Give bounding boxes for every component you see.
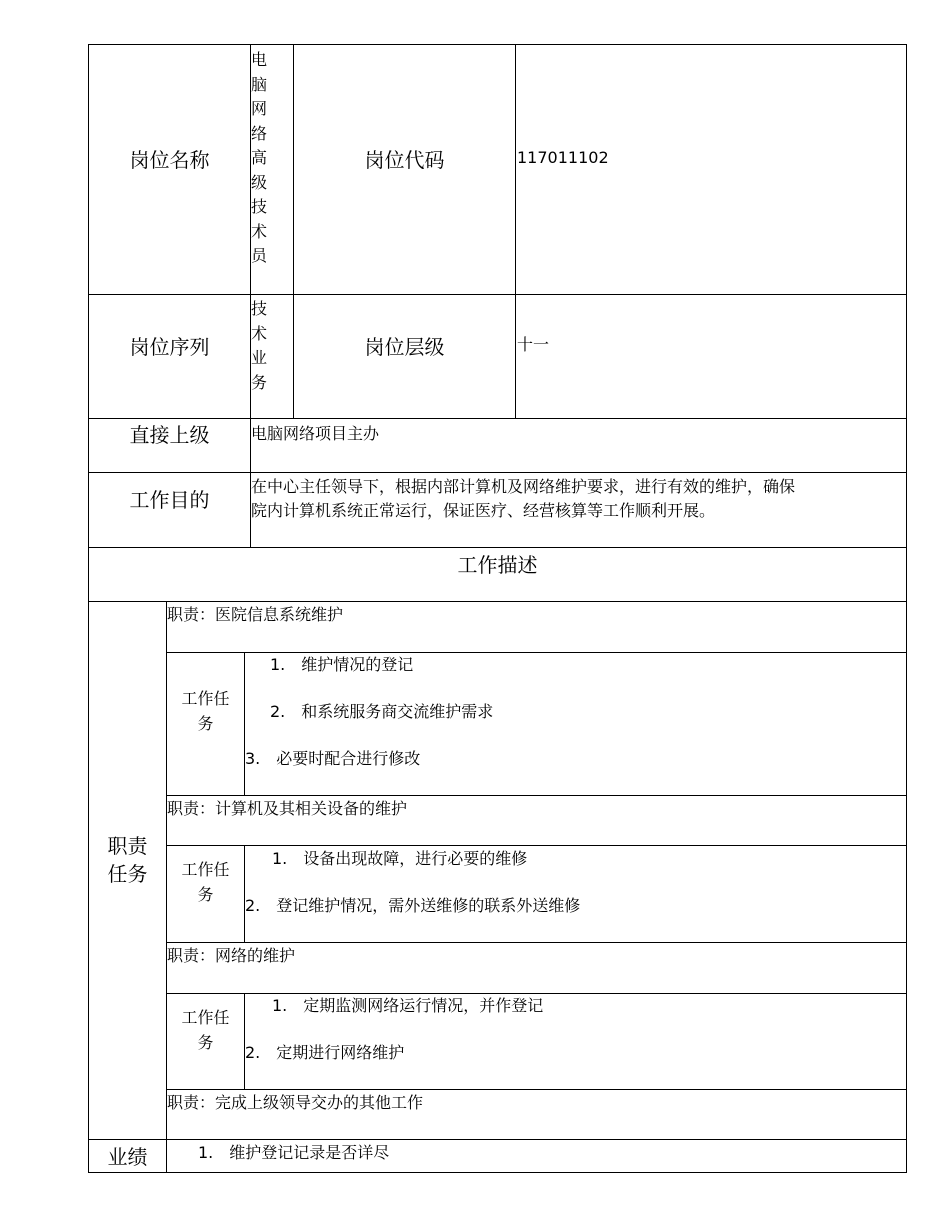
task-label-line1: 工作任: [181, 1008, 230, 1027]
position-level-value: 十一: [517, 335, 550, 354]
position-name-label: 岗位名称: [129, 148, 210, 172]
position-level-label: 岗位层级: [364, 335, 445, 359]
duty-title: 职责：网络的维护: [167, 946, 296, 965]
supervisor-value: 电脑网络项目主办: [251, 424, 380, 443]
duties-label-line1: 职责: [107, 834, 148, 858]
task-item: 1. 定期监测网络运行情况，并作登记: [272, 996, 544, 1015]
duty-title: 职责：医院信息系统维护: [167, 605, 344, 624]
purpose-text-line1: 在中心主任领导下，根据内部计算机及网络维护要求，进行有效的维护，确保: [251, 477, 796, 496]
task-label-line2: 务: [197, 714, 214, 733]
position-code-label: 岗位代码: [364, 148, 445, 172]
performance-label: 业绩: [107, 1145, 148, 1169]
performance-item: 1. 维护登记记录是否详尽: [198, 1143, 390, 1162]
task-label-line1: 工作任: [181, 860, 230, 879]
supervisor-label: 直接上级: [129, 423, 210, 447]
task-item: 1. 维护情况的登记: [270, 655, 414, 674]
duty-title: 职责：计算机及其相关设备的维护: [167, 799, 408, 818]
task-item: 1. 设备出现故障，进行必要的维修: [272, 849, 528, 868]
task-item: 3. 必要时配合进行修改: [245, 749, 421, 768]
position-name-value: 电脑网络高级技术员: [251, 50, 268, 265]
duty-title: 职责：完成上级领导交办的其他工作: [167, 1093, 424, 1112]
position-series-value: 技术业务: [251, 299, 268, 392]
task-label-line2: 务: [197, 1033, 214, 1052]
task-label-line2: 务: [197, 885, 214, 904]
position-series-label: 岗位序列: [129, 335, 210, 359]
position-code-value: 117011102: [517, 148, 609, 167]
purpose-label: 工作目的: [129, 488, 210, 512]
task-item: 2. 登记维护情况，需外送维修的联系外送维修: [245, 896, 581, 915]
task-label-line1: 工作任: [181, 689, 230, 708]
description-title: 工作描述: [457, 553, 538, 577]
purpose-text-line2: 院内计算机系统正常运行，保证医疗、经营核算等工作顺利开展。: [251, 501, 716, 520]
task-item: 2. 和系统服务商交流维护需求: [270, 702, 494, 721]
task-item: 2. 定期进行网络维护: [245, 1043, 405, 1062]
duties-label-line2: 任务: [107, 862, 148, 886]
